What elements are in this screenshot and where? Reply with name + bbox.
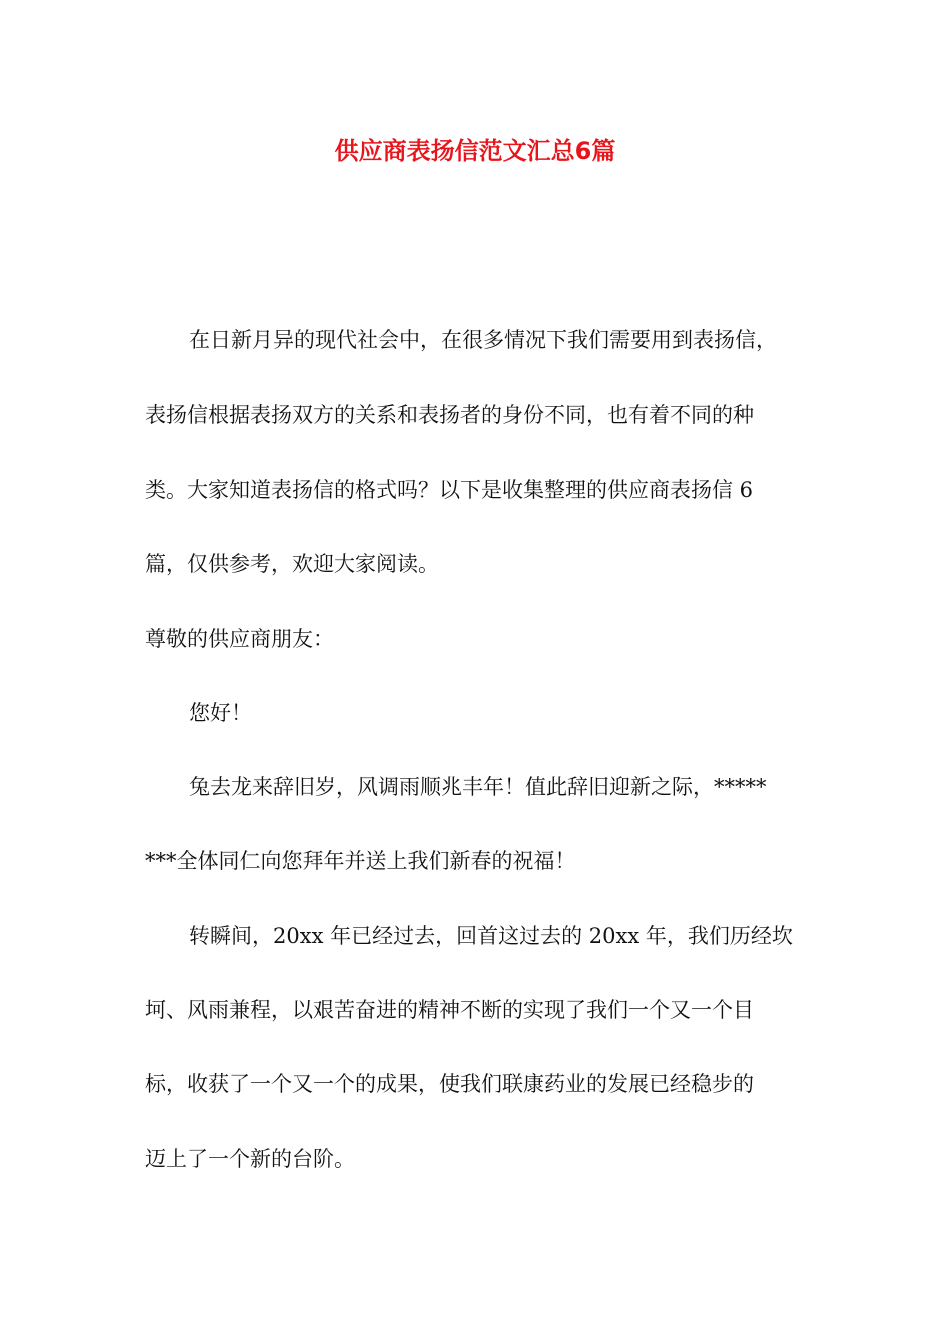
body-line-1: 兔去龙来辞旧岁，风调雨顺兆丰年！值此辞旧迎新之际，***** — [189, 775, 767, 799]
document-title: 供应商表扬信范文汇总6篇 — [334, 137, 616, 165]
body-line-2: ***全体同仁向您拜年并送上我们新春的祝福！ — [145, 849, 576, 873]
intro-line-1: 在日新月异的现代社会中，在很多情况下我们需要用到表扬信， — [189, 328, 777, 352]
body-line-3: 转瞬间，20xx 年已经过去，回首这过去的 20xx 年，我们历经坎 — [189, 924, 793, 948]
salutation: 尊敬的供应商朋友： — [145, 627, 334, 651]
intro-line-2: 表扬信根据表扬双方的关系和表扬者的身份不同，也有着不同的种 — [145, 403, 754, 427]
intro-line-3: 类。大家知道表扬信的格式吗？以下是收集整理的供应商表扬信 6 — [145, 478, 754, 502]
body-line-6: 迈上了一个新的台阶。 — [145, 1147, 355, 1171]
intro-line-4: 篇，仅供参考，欢迎大家阅读。 — [145, 552, 439, 576]
body-line-5: 标，收获了一个又一个的成果，使我们联康药业的发展已经稳步的 — [145, 1072, 754, 1096]
body-line-4: 坷、风雨兼程，以艰苦奋进的精神不断的实现了我们一个又一个目 — [145, 998, 754, 1022]
greeting: 您好！ — [189, 701, 252, 725]
